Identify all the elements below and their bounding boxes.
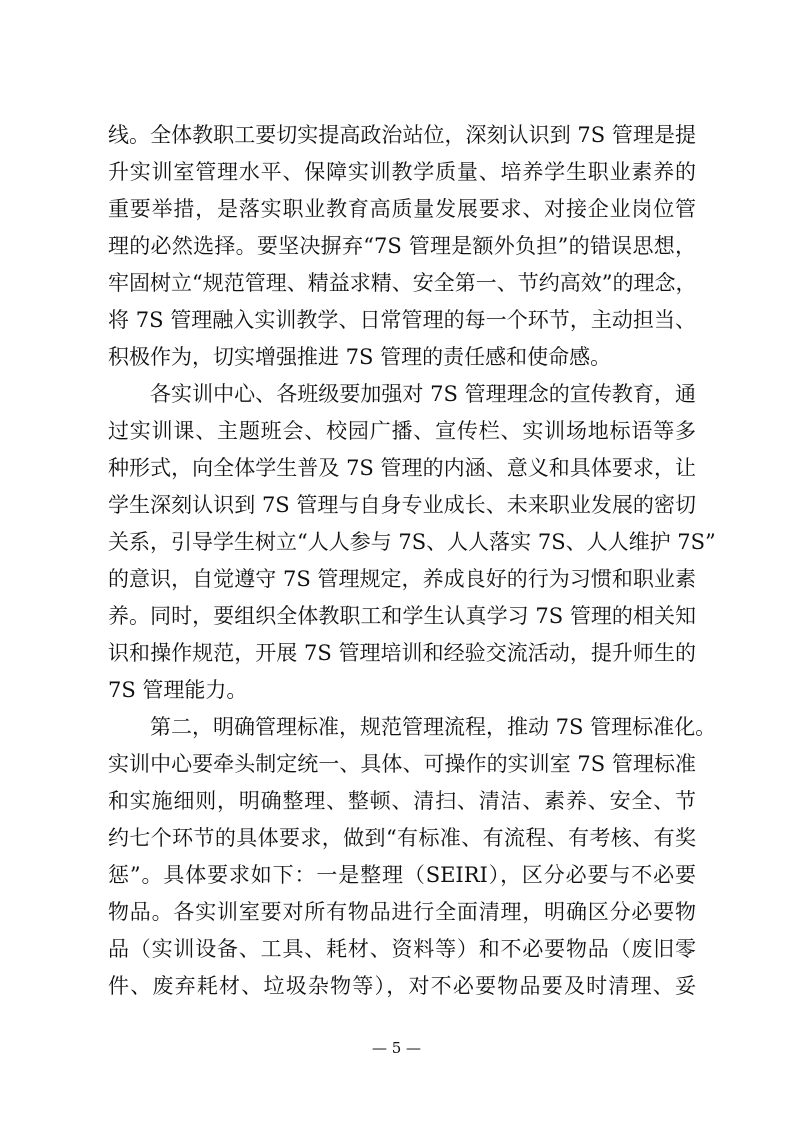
paragraph-3	[108, 709, 717, 1005]
text-line: 种形式，向全体学生普及 7S 管理的内涵、意义和具体要求，让	[108, 456, 696, 480]
text-line: 学生深刻认识到 7S 管理与自身专业成长、未来职业发展的密切	[108, 493, 696, 517]
text-line: 升实训室管理水平、保障实训教学质量、培养学生职业素养的	[108, 160, 696, 184]
text-line: 物品。各实训室要对所有物品进行全面清理，明确区分必要物	[108, 900, 696, 924]
text-line: 重要举措，是落实职业教育高质量发展要求、对接企业岗位管	[108, 197, 696, 221]
text-line: 线。全体教职工要切实提高政治站位，深刻认识到 7S 管理是提	[108, 123, 696, 147]
text-line: 关系，引导学生树立“人人参与 7S、人人落实 7S、人人维护 7S”	[108, 530, 716, 554]
paragraph-1	[108, 117, 696, 376]
text-line: 约七个环节的具体要求，做到“有标准、有流程、有考核、有奖	[108, 826, 696, 850]
text-line: 各实训中心、各班级要加强对 7S 管理理念的宣传教育，通	[150, 382, 696, 406]
text-line: 7S 管理能力。	[108, 678, 248, 702]
text-line: 实训中心要牵头制定统一、具体、可操作的实训室 7S 管理标准	[108, 752, 696, 776]
text-line: 牢固树立“规范管理、精益求精、安全第一、节约高效”的理念，	[108, 271, 697, 295]
text-line: 理的必然选择。要坚决摒弃“7S 管理是额外负担”的错误思想，	[108, 234, 696, 258]
text-line: 件、废弃耗材、垃圾杂物等），对不必要物品要及时清理、妥	[108, 974, 696, 998]
paragraph-2	[108, 376, 716, 709]
text-line: 第二，明确管理标准，规范管理流程，推动 7S 管理标准化。	[150, 715, 717, 739]
text-line: 养。同时，要组织全体教职工和学生认真学习 7S 管理的相关知	[108, 604, 696, 628]
text-line: 品（实训设备、工具、耗材、资料等）和不必要物品（废旧零	[108, 937, 696, 961]
text-line: 惩”。具体要求如下：一是整理（SEIRI），区分必要与不必要	[108, 863, 696, 887]
page-number: — 5 —	[371, 1039, 422, 1057]
text-line: 将 7S 管理融入实训教学、日常管理的每一个环节，主动担当、	[108, 308, 696, 332]
text-line: 识和操作规范，开展 7S 管理培训和经验交流活动，提升师生的	[108, 641, 696, 665]
text-line: 积极作为，切实增强推进 7S 管理的责任感和使命感。	[108, 345, 612, 369]
text-line: 和实施细则，明确整理、整顿、清扫、清洁、素养、安全、节	[108, 789, 696, 813]
text-line: 过实训课、主题班会、校园广播、宣传栏、实训场地标语等多	[108, 419, 696, 443]
text-line: 的意识，自觉遵守 7S 管理规定，养成良好的行为习惯和职业素	[108, 567, 696, 591]
